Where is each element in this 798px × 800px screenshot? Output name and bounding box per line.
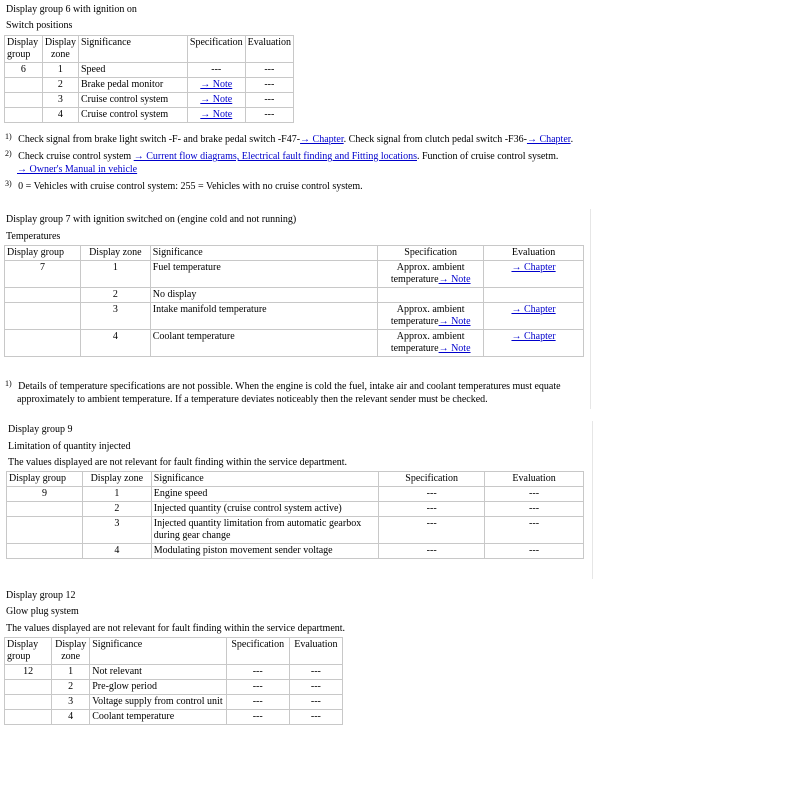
g9-group-cell: 9 xyxy=(7,487,83,502)
evaluation-cell: --- xyxy=(289,680,342,695)
g6-header-significance: Significance xyxy=(78,36,187,63)
significance-cell: Speed xyxy=(78,63,187,78)
specification-cell: --- xyxy=(379,502,485,517)
empty-cell xyxy=(5,330,81,357)
table-row xyxy=(5,330,584,357)
g7-header-evaluation: Evaluation xyxy=(484,246,584,261)
significance-cell: Brake pedal monitor xyxy=(78,78,187,93)
evaluation-cell xyxy=(484,288,584,303)
significance-cell: Injected quantity limitation from automatic gearbox during gear change xyxy=(151,517,378,544)
table-row xyxy=(7,517,584,544)
zone-cell: 4 xyxy=(82,544,151,559)
g6-header-zone: Display zone xyxy=(42,36,78,63)
evaluation-cell: --- xyxy=(485,487,584,502)
zone-cell: 1 xyxy=(80,261,150,288)
evaluation-cell xyxy=(484,303,584,330)
zone-cell: 2 xyxy=(82,502,151,517)
g7-title: Display group 7 with ignition switched on (engine cold and not running) xyxy=(6,214,297,225)
empty-cell xyxy=(5,288,81,303)
table-row xyxy=(5,695,343,710)
evaluation-cell: --- xyxy=(245,63,293,78)
g6-footnote-2-line2 xyxy=(17,164,137,176)
specification-cell xyxy=(187,108,245,123)
specification-cell: --- xyxy=(379,544,485,559)
evaluation-cell: --- xyxy=(485,502,584,517)
g6-group-cell: 6 xyxy=(5,63,43,78)
significance-cell: Pre-glow period xyxy=(90,680,226,695)
current-flow-diagrams-link[interactable]: → Current flow diagrams, Electrical fault finding and Fitting locations xyxy=(133,151,417,162)
note-link[interactable]: → Note xyxy=(438,274,471,285)
g9-header-row xyxy=(7,472,584,487)
g7-table xyxy=(4,245,584,357)
empty-cell xyxy=(5,108,43,123)
zone-cell: 3 xyxy=(80,303,150,330)
g7-footnote: $^{1)}$ Details of temperature specifications are not possible. When the engine is cold the fuel, intake air and coolant temperatures must equate xyxy=(5,379,561,392)
table-row xyxy=(5,108,294,123)
zone-cell: 2 xyxy=(52,680,90,695)
table-row xyxy=(5,78,294,93)
g9-header-significance: Significance xyxy=(151,472,378,487)
g9-header-specification: Specification xyxy=(379,472,485,487)
g12-header-row xyxy=(5,638,343,665)
footnote-number: 1) xyxy=(5,132,12,141)
note-link[interactable]: → Note xyxy=(200,79,233,90)
significance-cell: Cruise control system xyxy=(78,93,187,108)
chapter-link[interactable]: → Chapter xyxy=(526,134,571,145)
table-row xyxy=(7,544,584,559)
footnote-number: 3) xyxy=(5,179,12,188)
significance-cell: No display xyxy=(150,288,377,303)
specification-cell: --- xyxy=(226,665,289,680)
zone-cell: 2 xyxy=(42,78,78,93)
zone-cell: 4 xyxy=(42,108,78,123)
specification-cell: --- xyxy=(226,710,289,725)
zone-cell: 4 xyxy=(52,710,90,725)
significance-cell: Intake manifold temperature xyxy=(150,303,377,330)
significance-cell: Voltage supply from control unit xyxy=(90,695,226,710)
empty-cell xyxy=(5,710,52,725)
specification-cell: --- xyxy=(226,680,289,695)
g7-header-zone: Display zone xyxy=(80,246,150,261)
g7-header-specification: Specification xyxy=(378,246,484,261)
g6-title: Display group 6 with ignition on xyxy=(6,4,137,15)
g9-subtitle: Limitation of quantity injected xyxy=(8,441,131,452)
g12-note: The values displayed are not relevant for fault finding within the service department. xyxy=(6,623,346,634)
g9-header-zone: Display zone xyxy=(82,472,151,487)
evaluation-cell: --- xyxy=(289,710,342,725)
significance-cell: Engine speed xyxy=(151,487,378,502)
significance-cell: Cruise control system xyxy=(78,108,187,123)
g12-header-specification: Specification xyxy=(226,638,289,665)
g6-footnote-3: $^{3)}$ 0 = Vehicles with cruise control system: 255 = Vehicles with no cruise control system. xyxy=(5,179,363,192)
specification-cell: Approx. ambient temperature→ Note xyxy=(378,330,484,357)
empty-cell xyxy=(7,502,83,517)
g12-table xyxy=(4,637,343,725)
g12-header-evaluation: Evaluation xyxy=(289,638,342,665)
zone-cell: 1 xyxy=(82,487,151,502)
specification-cell: Approx. ambient temperature→ Note xyxy=(378,261,484,288)
note-link[interactable]: → Note xyxy=(438,316,471,327)
evaluation-cell: --- xyxy=(485,544,584,559)
specification-cell xyxy=(187,78,245,93)
g12-title: Display group 12 xyxy=(6,590,76,601)
evaluation-cell: --- xyxy=(289,665,342,680)
empty-cell xyxy=(5,695,52,710)
evaluation-cell: --- xyxy=(485,517,584,544)
zone-cell: 3 xyxy=(42,93,78,108)
zone-cell: 3 xyxy=(52,695,90,710)
evaluation-cell: --- xyxy=(289,695,342,710)
footnote-number: 2) xyxy=(5,149,12,158)
significance-cell: Coolant temperature xyxy=(90,710,226,725)
specification-cell: --- xyxy=(187,63,245,78)
specification-cell: --- xyxy=(379,487,485,502)
g7-header-significance: Significance xyxy=(150,246,377,261)
empty-cell xyxy=(5,303,81,330)
g6-header-evaluation: Evaluation xyxy=(245,36,293,63)
chapter-link[interactable]: → Chapter xyxy=(300,134,344,145)
zone-cell: 1 xyxy=(42,63,78,78)
g7-header-row xyxy=(5,246,584,261)
table-row xyxy=(5,680,343,695)
zone-cell: 3 xyxy=(82,517,151,544)
evaluation-cell: --- xyxy=(245,93,293,108)
g7-group-cell: 7 xyxy=(5,261,81,288)
g6-table xyxy=(4,35,294,123)
chapter-link[interactable]: → Chapter xyxy=(511,304,556,315)
g9-header-evaluation: Evaluation xyxy=(485,472,584,487)
empty-cell xyxy=(5,93,43,108)
g6-subtitle: Switch positions xyxy=(6,20,73,31)
table-row xyxy=(7,502,584,517)
g9-note: The values displayed are not relevant for fault finding within the service department. xyxy=(8,457,348,468)
g12-group-cell: 12 xyxy=(5,665,52,680)
specification-cell: --- xyxy=(226,695,289,710)
g6-header-row xyxy=(5,36,294,63)
empty-cell xyxy=(7,544,83,559)
g12-subtitle: Glow plug system xyxy=(6,606,79,617)
g6-header-group: Display group xyxy=(5,36,43,63)
g9-table xyxy=(6,471,584,559)
g9-header-group: Display group xyxy=(7,472,83,487)
specification-cell xyxy=(378,288,484,303)
table-row xyxy=(5,665,343,680)
empty-cell xyxy=(5,78,43,93)
g7-footnote-line2: approximately to ambient temperature. If a temperature deviates noticeably then the relevant sender must be checked. xyxy=(17,394,488,405)
zone-cell: 1 xyxy=(52,665,90,680)
evaluation-cell xyxy=(484,261,584,288)
empty-cell xyxy=(7,517,83,544)
evaluation-cell: --- xyxy=(245,78,293,93)
g12-header-zone: Display zone xyxy=(52,638,90,665)
table-row xyxy=(5,303,584,330)
g12-header-group: Display group xyxy=(5,638,52,665)
table-row xyxy=(5,261,584,288)
note-link[interactable]: → Note xyxy=(438,343,471,354)
evaluation-cell: --- xyxy=(245,108,293,123)
table-row xyxy=(5,710,343,725)
evaluation-cell xyxy=(484,330,584,357)
table-row xyxy=(5,63,294,78)
g12-header-significance: Significance xyxy=(90,638,226,665)
significance-cell: Not relevant xyxy=(90,665,226,680)
g6-footnote-1: $^{1)}$ Check signal from brake light switch -F- and brake pedal switch -F47-→ Chapter. Check signal from clutch pedal switch -F36-→ Chapter. xyxy=(5,132,574,145)
significance-cell: Fuel temperature xyxy=(150,261,377,288)
significance-cell: Coolant temperature xyxy=(150,330,377,357)
significance-cell: Modulating piston movement sender voltage xyxy=(151,544,378,559)
specification-cell: --- xyxy=(379,517,485,544)
footnote-number: 1) xyxy=(5,379,12,388)
owners-manual-link[interactable]: → Owner's Manual in vehicle xyxy=(17,164,138,175)
zone-cell: 4 xyxy=(80,330,150,357)
table-row xyxy=(5,288,584,303)
g7-subtitle: Temperatures xyxy=(6,231,61,242)
significance-cell: Injected quantity (cruise control system active) xyxy=(151,502,378,517)
chapter-link[interactable]: → Chapter xyxy=(511,262,556,273)
g6-header-specification: Specification xyxy=(187,36,245,63)
chapter-link[interactable]: → Chapter xyxy=(511,331,556,342)
table-row xyxy=(7,487,584,502)
g6-footnote-2: $^{2)}$ Check cruise control system → Current flow diagrams, Electrical fault finding and Fitting locations. Function of cruise control sysetm. xyxy=(5,149,559,162)
g7-header-group: Display group xyxy=(5,246,81,261)
note-link[interactable]: → Note xyxy=(200,94,233,105)
g9-title: Display group 9 xyxy=(8,424,73,435)
specification-cell xyxy=(187,93,245,108)
zone-cell: 2 xyxy=(80,288,150,303)
note-link[interactable]: → Note xyxy=(200,109,233,120)
specification-cell: Approx. ambient temperature→ Note xyxy=(378,303,484,330)
table-row xyxy=(5,93,294,108)
empty-cell xyxy=(5,680,52,695)
